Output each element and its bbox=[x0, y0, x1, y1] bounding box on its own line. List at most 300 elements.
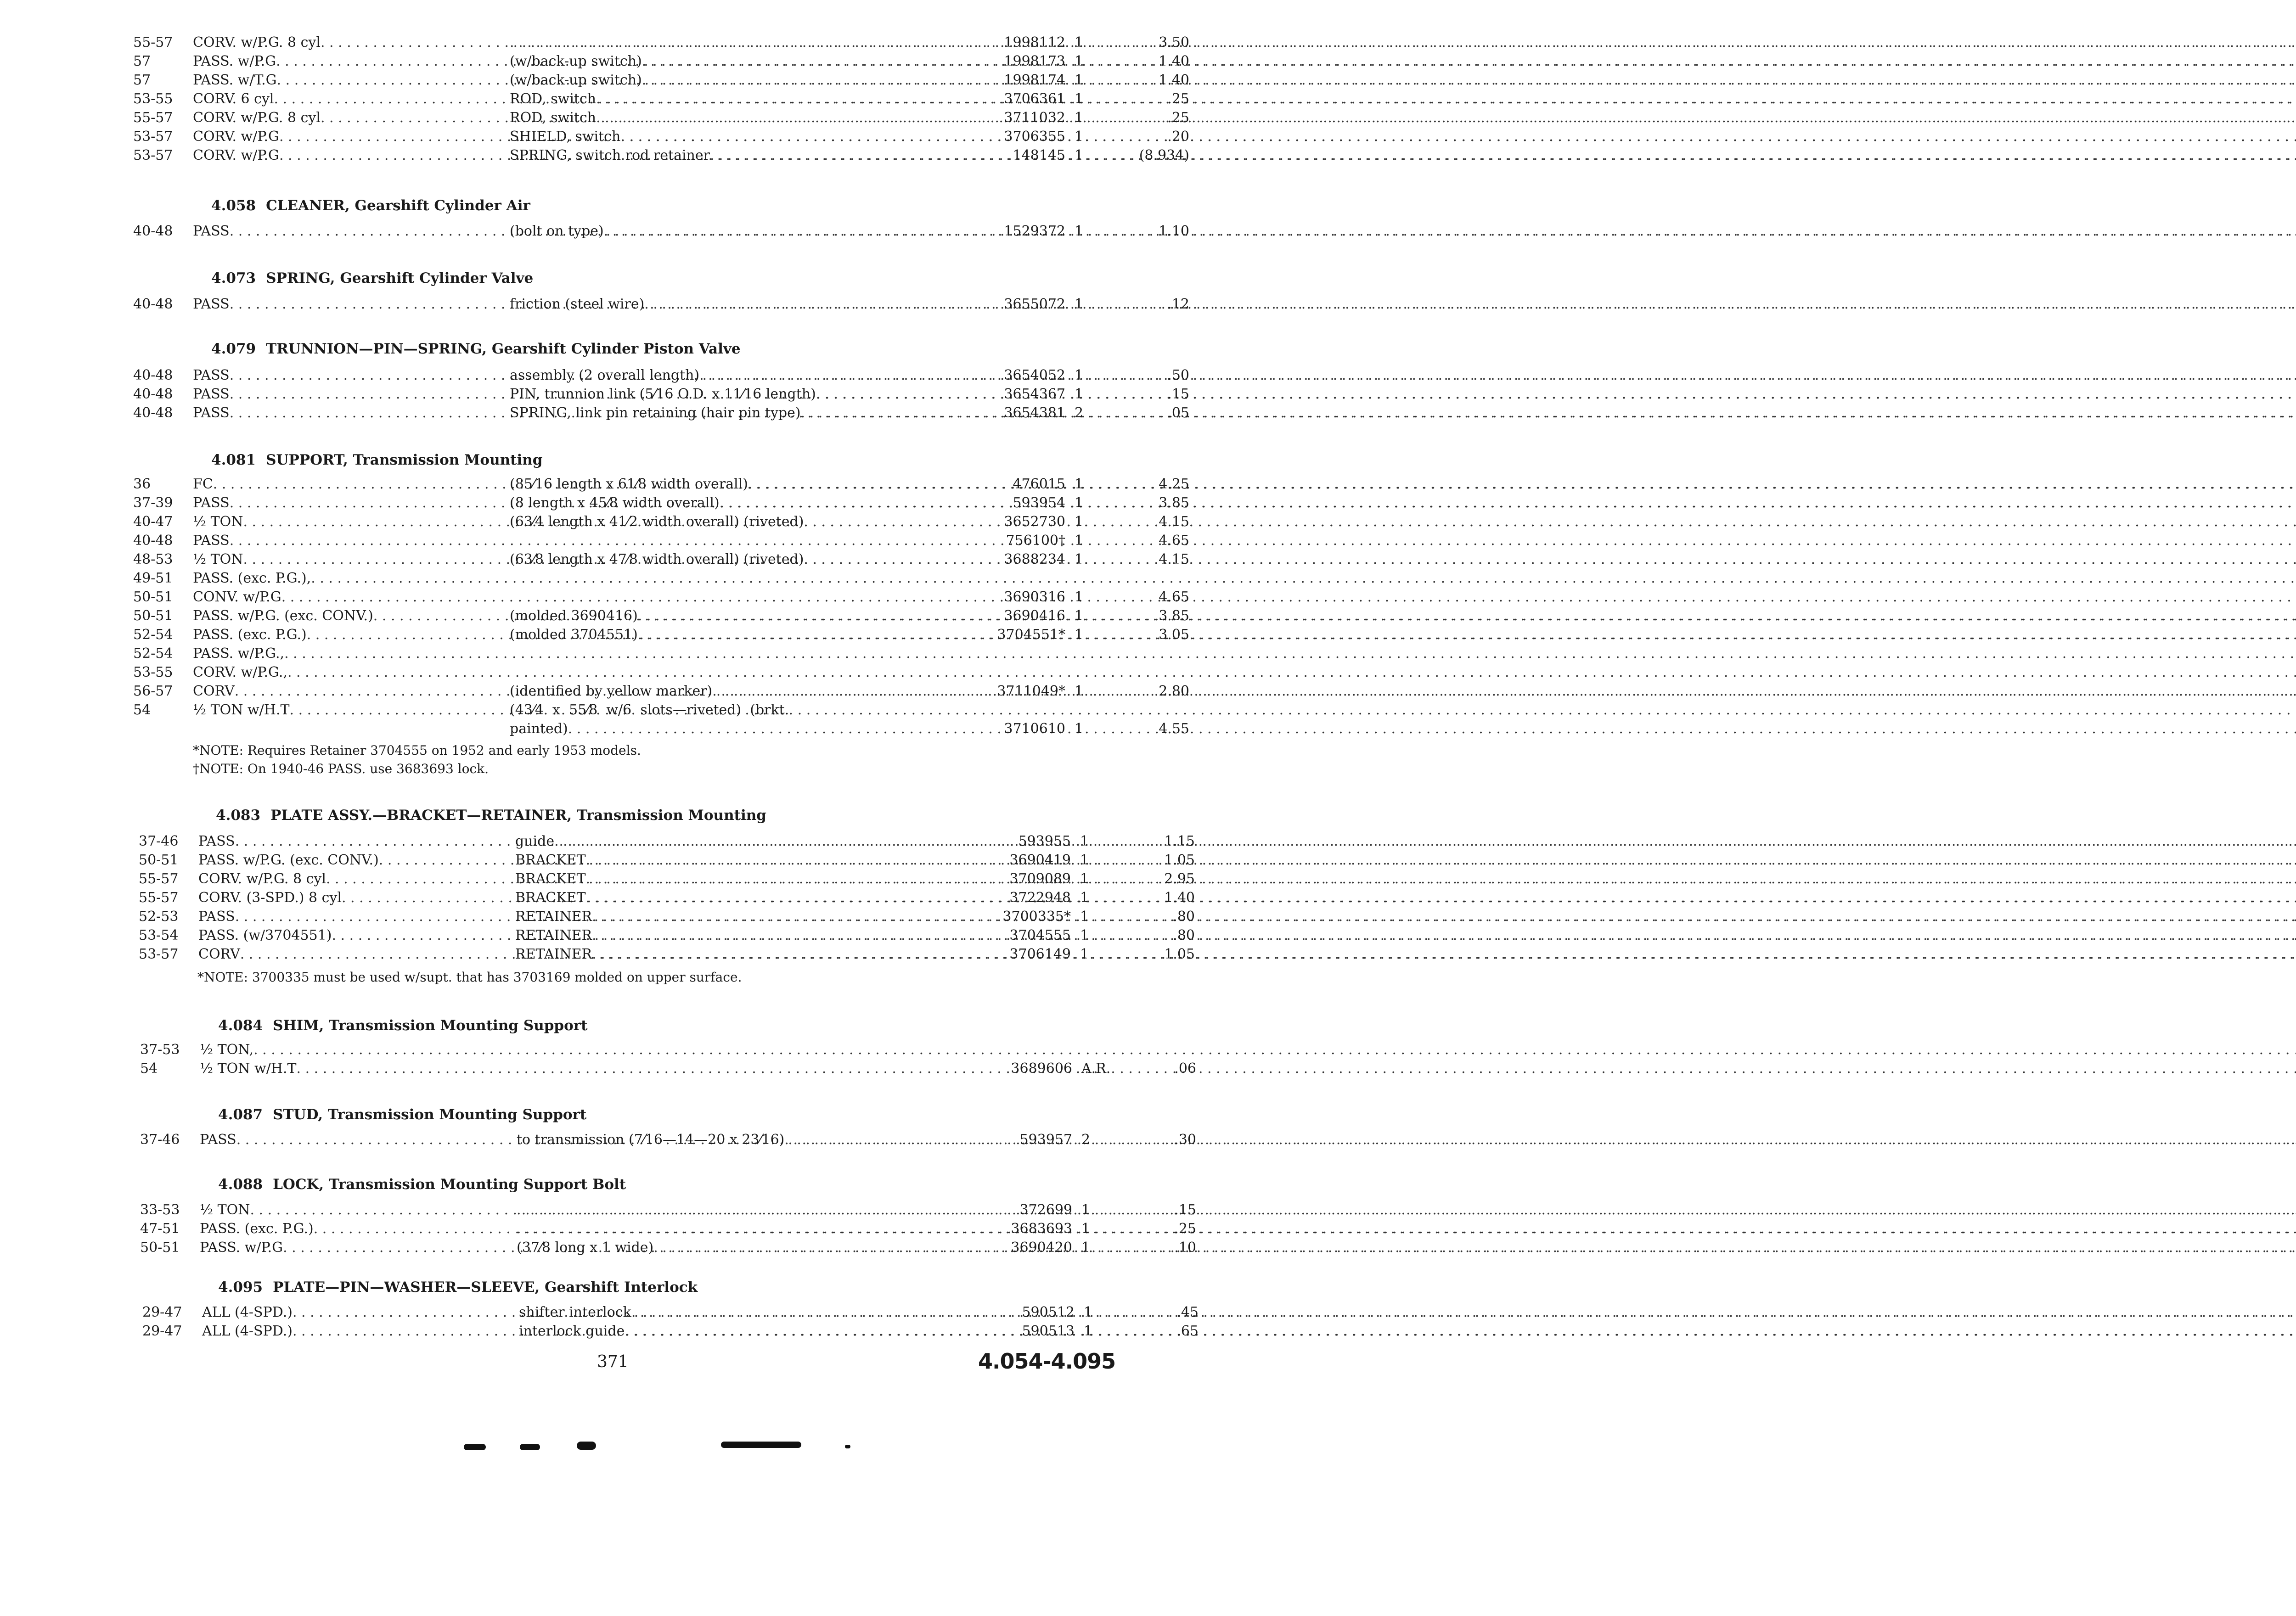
model-cell bbox=[193, 663, 510, 682]
quantity-cell bbox=[1075, 366, 1120, 385]
description-cell-text: friction (steel wire) bbox=[510, 296, 645, 312]
years-cell-text: 48-53 bbox=[133, 551, 173, 567]
model-cell-text: CORV bbox=[198, 946, 240, 962]
price-cell bbox=[1130, 682, 1189, 701]
years-cell bbox=[133, 295, 193, 314]
model-cell-text: PASS bbox=[193, 223, 230, 239]
quantity-cell bbox=[1080, 888, 1126, 907]
price-cell bbox=[1130, 108, 1189, 127]
price-cell bbox=[1130, 366, 1189, 385]
price-cell-text: 4.65 bbox=[1159, 533, 1189, 549]
description-cell-text: guide bbox=[515, 833, 555, 849]
price-cell-text: 1.05 bbox=[1164, 852, 1195, 868]
part-number-cell-text: 1998174 bbox=[1004, 72, 1065, 88]
quantity-cell bbox=[1075, 108, 1120, 127]
description-cell-text: assembly (2 overall length) bbox=[510, 367, 700, 383]
part-row bbox=[135, 1219, 1196, 1238]
price-cell bbox=[1135, 926, 1195, 945]
years-cell bbox=[133, 569, 193, 588]
description-cell-text: ROD, switch bbox=[510, 91, 597, 107]
quantity-cell-text: 1 bbox=[1075, 53, 1084, 69]
section-header-4-088 bbox=[218, 1176, 626, 1193]
years-cell-text: 40-48 bbox=[133, 223, 173, 239]
part-row bbox=[129, 569, 1065, 588]
section-code: 4.083 bbox=[216, 807, 261, 824]
quantity-cell-text: 1 bbox=[1075, 476, 1084, 492]
quantity-cell bbox=[1080, 870, 1126, 888]
model-cell bbox=[200, 1040, 517, 1059]
quantity-cell bbox=[1075, 606, 1120, 625]
price-cell bbox=[1137, 1238, 1196, 1257]
part-row bbox=[129, 385, 1189, 404]
part-number-cell-text: 593957 bbox=[1019, 1132, 1072, 1148]
part-number-cell bbox=[987, 108, 1065, 127]
description-cell bbox=[510, 404, 983, 422]
quantity-cell-text: 1 bbox=[1075, 551, 1084, 567]
model-cell bbox=[193, 146, 510, 165]
part-number-cell-text: 3709089 bbox=[1009, 871, 1071, 887]
description-cell bbox=[510, 52, 983, 71]
price-cell-text: .80 bbox=[1173, 909, 1195, 925]
dot-leader bbox=[699, 366, 2296, 385]
dot-leader bbox=[720, 494, 2296, 512]
description-cell-text: (molded 3704551) bbox=[510, 627, 638, 643]
model-cell bbox=[198, 907, 515, 926]
part-number-cell-text: 148145 bbox=[1013, 147, 1065, 163]
years-cell bbox=[133, 494, 193, 512]
dot-leader bbox=[748, 475, 2296, 494]
part-number-cell bbox=[987, 588, 1065, 606]
price-cell-text: (8.934) bbox=[1139, 147, 1189, 163]
description-cell bbox=[510, 385, 983, 404]
dot-leader bbox=[287, 663, 2296, 682]
years-cell-text: 40-48 bbox=[133, 367, 173, 383]
model-cell-text: ALL (4-SPD.) bbox=[202, 1323, 293, 1339]
years-cell-text: 29-47 bbox=[142, 1323, 182, 1339]
part-number-cell bbox=[993, 851, 1071, 870]
price-cell-text: 3.85 bbox=[1159, 608, 1189, 624]
part-number-cell-text: 3689606 bbox=[1011, 1060, 1072, 1077]
years-cell bbox=[133, 588, 193, 606]
part-number-cell bbox=[987, 222, 1065, 241]
dot-leader bbox=[586, 870, 2296, 888]
section-code: 4.058 bbox=[211, 197, 256, 214]
model-cell bbox=[193, 52, 510, 71]
quantity-cell bbox=[1075, 682, 1120, 701]
model-cell-text: CORV. 6 cyl bbox=[193, 91, 274, 107]
part-number-cell-text: 3690419 bbox=[1009, 852, 1071, 868]
description-cell-text: (8 length x 45⁄8 width overall) bbox=[510, 495, 720, 511]
model-cell-text: PASS bbox=[198, 833, 235, 849]
part-number-cell bbox=[987, 550, 1065, 569]
description-cell bbox=[515, 907, 988, 926]
years-cell-text: 53-57 bbox=[133, 147, 173, 163]
years-cell-text: 54 bbox=[140, 1060, 158, 1077]
model-cell-text: CORV. w/P.G bbox=[193, 147, 279, 163]
price-cell-text: .15 bbox=[1167, 386, 1189, 402]
price-cell bbox=[1130, 588, 1189, 606]
model-cell bbox=[198, 851, 515, 870]
price-cell-text: 4.15 bbox=[1159, 551, 1189, 567]
model-cell-text: PASS bbox=[193, 495, 230, 511]
years-cell-text: 29-47 bbox=[142, 1304, 182, 1320]
part-row bbox=[129, 475, 1189, 494]
years-cell-text: 55-57 bbox=[139, 871, 179, 887]
years-cell bbox=[140, 1219, 200, 1238]
part-row bbox=[129, 108, 1189, 127]
years-cell bbox=[133, 663, 193, 682]
quantity-cell bbox=[1080, 851, 1126, 870]
dot-leader bbox=[710, 146, 2296, 165]
description-cell bbox=[510, 701, 983, 719]
part-number-cell bbox=[987, 146, 1065, 165]
model-cell bbox=[193, 625, 510, 644]
section-header-4-079 bbox=[211, 341, 741, 357]
years-cell bbox=[133, 625, 193, 644]
quantity-cell-text: 1 bbox=[1084, 1304, 1093, 1320]
price-cell bbox=[1130, 719, 1189, 738]
part-number-cell-text: 3690420 bbox=[1011, 1240, 1072, 1256]
dot-leader bbox=[653, 1238, 2296, 1257]
years-cell bbox=[133, 404, 193, 422]
description-cell bbox=[510, 90, 983, 108]
years-cell bbox=[133, 33, 193, 52]
section-title: PLATE—PIN—WASHER—SLEEVE, Gearshift Interlock bbox=[273, 1279, 698, 1296]
quantity-cell-text: 1 bbox=[1080, 833, 1089, 849]
quantity-cell-text: 1 bbox=[1075, 72, 1084, 88]
part-number-cell-text: 3688234 bbox=[1004, 551, 1065, 567]
dot-leader bbox=[638, 606, 2296, 625]
price-cell bbox=[1130, 52, 1189, 71]
years-cell bbox=[133, 222, 193, 241]
years-cell-text: 33-53 bbox=[140, 1202, 180, 1218]
part-number-cell bbox=[994, 1130, 1072, 1149]
description-cell bbox=[515, 945, 988, 964]
dot-leader bbox=[620, 127, 2296, 146]
model-cell-text: PASS bbox=[193, 367, 230, 383]
years-cell-text: 37-46 bbox=[139, 833, 179, 849]
description-cell-text: BRACKET bbox=[515, 852, 586, 868]
years-cell-text: 37-46 bbox=[140, 1132, 180, 1148]
years-cell bbox=[133, 108, 193, 127]
model-cell-text: FC bbox=[193, 476, 213, 492]
part-row bbox=[135, 1238, 1196, 1257]
model-cell-text: CORV. w/P.G. 8 cyl bbox=[193, 34, 321, 50]
quantity-cell bbox=[1075, 33, 1120, 52]
description-cell bbox=[515, 832, 988, 851]
years-cell bbox=[133, 90, 193, 108]
quantity-cell-text: 1 bbox=[1080, 909, 1089, 925]
quantity-cell-text: 1 bbox=[1075, 608, 1084, 624]
description-cell bbox=[517, 1201, 990, 1219]
model-cell bbox=[193, 588, 510, 606]
description-cell-text: (w/back-up switch) bbox=[510, 72, 642, 88]
quantity-cell-text: 1 bbox=[1081, 1240, 1091, 1256]
part-row bbox=[129, 71, 1189, 90]
page-number: 371 bbox=[597, 1352, 629, 1371]
price-cell-text: 2.80 bbox=[1159, 683, 1189, 699]
part-row bbox=[129, 682, 1189, 701]
price-cell bbox=[1130, 127, 1189, 146]
part-number-cell bbox=[996, 1322, 1075, 1341]
part-row bbox=[134, 851, 1195, 870]
years-cell-text: 40-48 bbox=[133, 533, 173, 549]
price-cell bbox=[1137, 1201, 1196, 1219]
part-number-cell-text: 1998173 bbox=[1004, 53, 1065, 69]
part-number-cell-text: 3706361 bbox=[1004, 91, 1065, 107]
price-cell-text: .20 bbox=[1167, 129, 1189, 145]
parts-table-4-083 bbox=[134, 832, 1195, 964]
price-cell-text: 4.25 bbox=[1159, 476, 1189, 492]
years-cell bbox=[133, 606, 193, 625]
price-cell bbox=[1130, 295, 1189, 314]
model-cell bbox=[198, 945, 515, 964]
note: †NOTE: On 1940-46 PASS. use 3683693 lock. bbox=[193, 761, 489, 776]
part-number-cell-text: 372699 bbox=[1019, 1202, 1072, 1218]
description-cell-text: RETAINER bbox=[515, 909, 592, 925]
description-cell bbox=[510, 719, 983, 738]
section-header-4-095 bbox=[218, 1279, 698, 1296]
quantity-cell-text: 1 bbox=[1081, 1221, 1091, 1237]
part-number-cell-text: 593955 bbox=[1018, 833, 1071, 849]
price-cell-text: .25 bbox=[1167, 91, 1189, 107]
description-cell-text: RETAINER bbox=[515, 927, 592, 943]
part-number-cell-text: 3652730 bbox=[1004, 514, 1065, 530]
model-cell bbox=[193, 222, 510, 241]
part-row bbox=[129, 404, 1189, 422]
model-cell-text: ½ TON bbox=[193, 514, 243, 530]
description-cell-text: (63⁄8 length x 47⁄8 width overall) (riveted) bbox=[510, 551, 804, 567]
part-row bbox=[138, 1322, 1199, 1341]
price-cell bbox=[1130, 550, 1189, 569]
parts-table-4-079 bbox=[129, 366, 1189, 422]
description-cell bbox=[510, 146, 983, 165]
model-cell bbox=[193, 512, 510, 531]
part-number-cell-text: 756100† bbox=[1006, 533, 1065, 549]
part-number-cell bbox=[994, 1238, 1072, 1257]
parts-table-4-084 bbox=[135, 1040, 1196, 1078]
part-number-cell bbox=[987, 127, 1065, 146]
section-title: STUD, Transmission Mounting Support bbox=[273, 1106, 587, 1123]
model-cell bbox=[193, 550, 510, 569]
model-cell-text: PASS bbox=[200, 1132, 236, 1148]
dot-leader bbox=[712, 682, 2296, 701]
years-cell bbox=[133, 52, 193, 71]
years-cell-text: 47-51 bbox=[140, 1221, 180, 1237]
model-cell bbox=[193, 606, 510, 625]
description-cell bbox=[515, 851, 988, 870]
description-cell bbox=[515, 888, 988, 907]
model-cell bbox=[200, 1059, 517, 1078]
quantity-cell bbox=[1081, 1059, 1127, 1078]
quantity-cell-text: 1 bbox=[1075, 147, 1084, 163]
description-cell-text: PIN, trunnion link (5⁄16 O.D. x 11⁄16 length) bbox=[510, 386, 816, 402]
part-number-cell bbox=[996, 1303, 1075, 1322]
model-cell-text: PASS. (exc. P.G.), bbox=[193, 570, 311, 586]
model-cell bbox=[198, 926, 515, 945]
part-number-cell-text: 3654052 bbox=[1004, 367, 1065, 383]
section-header-4-083 bbox=[216, 807, 766, 824]
price-cell bbox=[1130, 33, 1189, 52]
model-cell bbox=[193, 701, 510, 719]
model-cell bbox=[198, 870, 515, 888]
model-cell-text: PASS. w/P.G. (exc. CONV.) bbox=[193, 608, 373, 624]
price-cell-text: 4.55 bbox=[1159, 721, 1189, 737]
years-cell-text: 55-57 bbox=[133, 34, 173, 50]
part-row bbox=[135, 1059, 1196, 1078]
dot-leader bbox=[604, 222, 2296, 241]
description-cell bbox=[517, 1130, 990, 1149]
part-number-cell bbox=[987, 719, 1065, 738]
quantity-cell bbox=[1075, 71, 1120, 90]
part-row bbox=[129, 33, 1189, 52]
part-number-cell bbox=[987, 494, 1065, 512]
years-cell bbox=[139, 870, 198, 888]
years-cell-text: 57 bbox=[133, 53, 151, 69]
quantity-cell bbox=[1081, 1219, 1127, 1238]
description-cell-text: (bolt on type) bbox=[510, 223, 604, 239]
part-row bbox=[129, 366, 1189, 385]
price-cell bbox=[1135, 870, 1195, 888]
price-cell-text: 3.50 bbox=[1159, 34, 1189, 50]
price-cell-text: 1.40 bbox=[1159, 72, 1189, 88]
section-code: 4.081 bbox=[211, 452, 256, 468]
dot-leader bbox=[510, 33, 2296, 52]
years-cell-text: 40-48 bbox=[133, 296, 173, 312]
section-header-4-087 bbox=[218, 1106, 586, 1123]
model-cell bbox=[193, 127, 510, 146]
dot-leader bbox=[281, 588, 2296, 606]
years-cell bbox=[139, 832, 198, 851]
description-cell-text: ROD, switch bbox=[510, 110, 597, 126]
quantity-cell-text: 1 bbox=[1075, 533, 1084, 549]
price-cell-text: 1.40 bbox=[1159, 53, 1189, 69]
price-cell bbox=[1135, 832, 1195, 851]
years-cell bbox=[139, 945, 198, 964]
price-cell-text: 1.15 bbox=[1164, 833, 1195, 849]
description-cell-text: shifter interlock bbox=[519, 1304, 631, 1320]
part-number-cell bbox=[987, 475, 1065, 494]
dot-leader bbox=[592, 945, 2296, 964]
description-cell bbox=[517, 1238, 990, 1257]
model-cell bbox=[193, 682, 510, 701]
model-cell-text: ½ TON bbox=[200, 1202, 250, 1218]
years-cell bbox=[140, 1130, 200, 1149]
quantity-cell-text: 1 bbox=[1080, 871, 1089, 887]
quantity-cell bbox=[1081, 1201, 1127, 1219]
quantity-cell bbox=[1081, 1238, 1127, 1257]
model-cell-text: PASS. (exc. P.G.) bbox=[200, 1221, 314, 1237]
model-cell bbox=[198, 832, 515, 851]
part-row bbox=[129, 625, 1189, 644]
years-cell-text: 57 bbox=[133, 72, 151, 88]
section-code: 4.079 bbox=[211, 341, 256, 357]
section-header-4-058 bbox=[211, 197, 530, 214]
part-number-cell bbox=[987, 90, 1065, 108]
description-cell bbox=[510, 512, 983, 531]
parts-table-4-073 bbox=[129, 295, 1189, 314]
model-cell-text: PASS bbox=[193, 533, 230, 549]
model-cell-text: PASS. w/T.G bbox=[193, 72, 277, 88]
parts-table-4-087 bbox=[135, 1130, 1196, 1149]
part-number-cell bbox=[987, 531, 1065, 550]
part-row bbox=[129, 701, 1065, 719]
model-cell-text: CONV. w/P.G bbox=[193, 589, 281, 605]
dot-leader bbox=[517, 1219, 2296, 1238]
quantity-cell bbox=[1075, 295, 1120, 314]
model-cell-text: ½ TON w/H.T bbox=[200, 1060, 297, 1077]
part-number-cell-text: 3722948 bbox=[1009, 890, 1071, 906]
dot-leader bbox=[284, 644, 2296, 663]
quantity-cell bbox=[1075, 494, 1120, 512]
years-cell-text: 36 bbox=[133, 476, 151, 492]
years-cell bbox=[140, 1059, 200, 1078]
price-cell bbox=[1130, 475, 1189, 494]
description-cell-text: SPRING, switch rod retainer bbox=[510, 147, 710, 163]
part-row bbox=[129, 146, 1189, 165]
description-cell-text: BRACKET bbox=[515, 871, 586, 887]
model-cell bbox=[193, 569, 510, 588]
description-cell bbox=[510, 606, 983, 625]
years-cell-text: 50-51 bbox=[140, 1240, 180, 1256]
model-cell bbox=[193, 494, 510, 512]
years-cell bbox=[133, 512, 193, 531]
years-cell-text: 53-55 bbox=[133, 664, 173, 680]
part-number-cell bbox=[994, 1201, 1072, 1219]
price-cell bbox=[1130, 71, 1189, 90]
part-number-cell bbox=[993, 907, 1071, 926]
part-row bbox=[129, 606, 1189, 625]
part-number-cell bbox=[987, 404, 1065, 422]
price-cell-text: 1.40 bbox=[1164, 890, 1195, 906]
description-cell bbox=[510, 494, 983, 512]
part-number-cell-text: 3654367 bbox=[1004, 386, 1065, 402]
part-row bbox=[129, 644, 1065, 663]
quantity-cell-text: 1 bbox=[1080, 890, 1089, 906]
quantity-cell-text: 1 bbox=[1075, 514, 1084, 530]
years-cell bbox=[133, 701, 193, 719]
description-cell bbox=[510, 550, 983, 569]
years-cell-text: 40-48 bbox=[133, 386, 173, 402]
part-number-cell bbox=[993, 832, 1071, 851]
description-cell-text: (w/back-up switch) bbox=[510, 53, 642, 69]
part-number-cell bbox=[987, 52, 1065, 71]
section-header-4-073 bbox=[211, 270, 533, 286]
quantity-cell bbox=[1084, 1322, 1130, 1341]
model-cell-text: PASS bbox=[193, 296, 230, 312]
price-cell bbox=[1135, 945, 1195, 964]
part-number-cell bbox=[994, 1219, 1072, 1238]
years-cell-text: 52-53 bbox=[139, 909, 179, 925]
section-code: 4.084 bbox=[218, 1017, 263, 1034]
model-cell-text: PASS. w/P.G., bbox=[193, 645, 285, 662]
quantity-cell bbox=[1080, 945, 1126, 964]
price-cell bbox=[1135, 907, 1195, 926]
part-number-cell bbox=[993, 870, 1071, 888]
years-cell bbox=[133, 127, 193, 146]
price-cell-text: .06 bbox=[1174, 1060, 1196, 1077]
part-row bbox=[134, 907, 1195, 926]
part-row bbox=[129, 719, 1189, 738]
part-number-cell bbox=[987, 512, 1065, 531]
years-cell-text: 37-53 bbox=[140, 1042, 180, 1058]
years-cell bbox=[133, 71, 193, 90]
years-cell bbox=[142, 1303, 202, 1322]
part-number-cell bbox=[993, 945, 1071, 964]
description-cell bbox=[510, 682, 983, 701]
description-cell-text: (37⁄8 long x 1 wide) bbox=[517, 1240, 654, 1256]
part-number-cell-text: 3690416 bbox=[1004, 608, 1065, 624]
